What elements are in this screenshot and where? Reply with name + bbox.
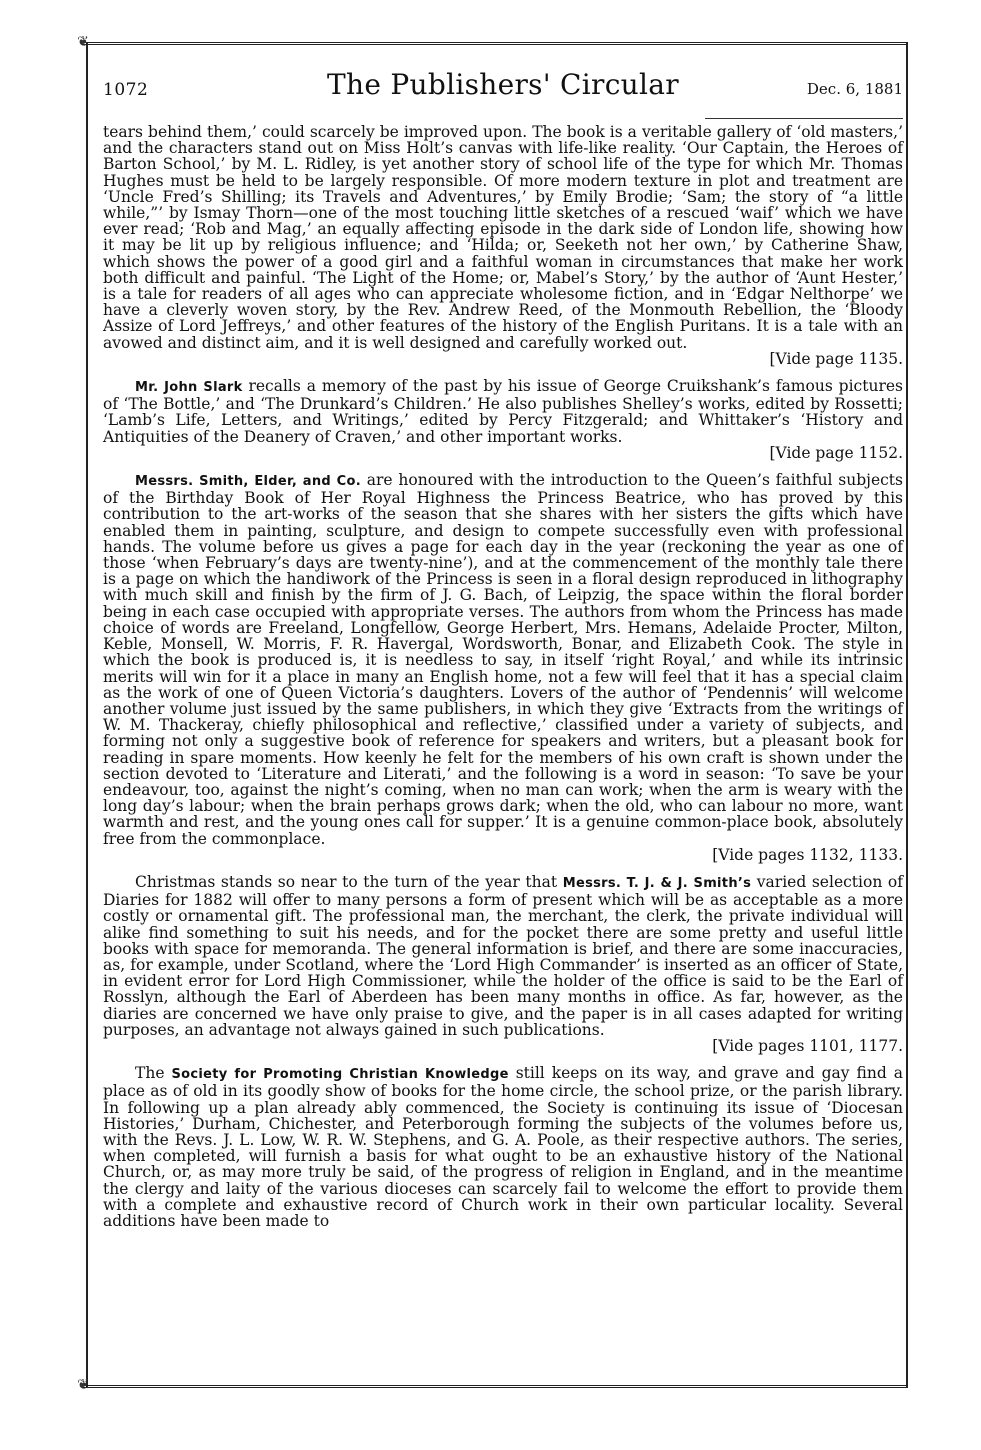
paragraph-text (103, 1065, 903, 1229)
journal-title: The Publishers' Circular (327, 68, 679, 101)
paragraph-text (103, 874, 903, 1038)
paragraph-slark (103, 378, 903, 461)
page-header (103, 68, 903, 108)
paragraph-body: recalls a memory of the past by his issue of George Cruikshank’s famous pictures of ‘The Bottle,’ and ‘The Drunkard’s Children.’ He also publishes Shelley’s works, edited by Rossetti; ‘Lamb’s Life, Letters, and Writings,’ edited by Percy Fitzgerald; and Whittaker’s ‘History and Antiquities of the Deanery of Craven,’ and other important works. (103, 377, 903, 446)
paragraph-tj-smith (103, 874, 903, 1054)
publisher-name: Society for Promoting Christian Knowledge (171, 1067, 509, 1083)
header-rule (705, 118, 903, 119)
paragraph-text: tears behind them,’ could scarcely be improved upon. The book is a veritable gallery of ‘old masters,’ and the characters stand out on Miss Holt’s canvas with life-like reality. ‘Our Captain, the Heroes of Barton School,’ by M. L. Ridley, is yet another story of school life of the type for which Mr. Thomas Hughes must be held to be largely responsible. Of more modern texture in plot and treatment are ‘Uncle Fred’s Shilling; its Travels and Adventures,’ by Emily Brodie; ‘Sam; the story of “a little while,”’ by Ismay Thorn—one of the most touching little sketches of a rescued ‘waif’ which we have ever read; ‘Rob and Mag,’ an equally affecting episode in the dark side of London life, showing how it may be lit up by religious influence; and ‘Hilda; or, Seeketh not her own,’ by Catherine Shaw, which shows the power of a good girl and a faithful woman in circumstances that make her work both difficult and painful. ‘The Light of the Home; or, Mabel’s Story,’ by the author of ‘Aunt Hester,’ is a tale for readers of all ages who can appreciate wholesome fiction, and in ‘Edgar Nelthorpe’ we have a cleverly woven story, by the Rev. Andrew Reed, of the Monmouth Rebellion, the ‘Bloody Assize of Lord Jeffreys,’ and other features of the history of the English Puritans. It is a tale with an avowed and distinct aim, and it is well designed and carefully worked out. (103, 123, 903, 352)
paragraph-body: varied selection of Diaries for 1882 will offer to many persons a form of present which will be as acceptable as a more costly or ornamental gift. The professional man, the merchant, the clerk, the private individual will alike find something to suit his needs, and for the pocket there are some pretty and useful little books with space for memoranda. The general information is brief, and there are some inaccuracies, as, for example, under Scotland, where the ‘Lord High Commander’ is inserted as an officer of State, in evident error for Lord High Commissioner, while the holder of the office is said to be the Earl of Rosslyn, although the Earl of Aberdeen has been many months in office. As far, however, as the diaries are concerned we have only praise to give, and the paper is in all cases adapted for writing purposes, an advantage not always gained in such publications. (103, 872, 903, 1039)
paragraph-text (103, 378, 903, 445)
vide-reference: [Vide page 1135. (769, 349, 903, 368)
paragraph-body: are honoured with the introduction to the Queen’s faithful subjects of the Birthday Book of Her Royal Highness the Princess Beatrice, who has proved by this contribution to the art-works of the season that she shares with her sisters the gifts which have enabled them in painting, sculpture, and design to compete successfully even with professional hands. The volume before us gives a page for each day in the year (reckoning the year as one of those ‘when February’s days are twenty-nine’), and at the commencement of the monthly tale there is a page on which the handiwork of the Princess is seen in a floral design reproduced in lithography with much skill and finish by the firm of J. G. Bach, of Leipzig, the space within the floral border being in each case occupied with appropriate verses. The authors from whom the Princess has made choice of words are Freeland, Longfellow, George Herbert, Mrs. Hemans, Adelaide Procter, Milton, Keble, Monsell, W. Morris, F. R. Havergal, Wordsworth, Bonar, and Elizabeth Cook. The style in which the book is produced is, it is needless to say, in itself ‘right Royal,’ and while its intrinsic merits will win for it a place in many an English home, not a few will feel that it has a special claim as the work of one of Queen Victoria’s daughters. Lovers of the author of ‘Pendennis’ will welcome another volume just issued by the same publishers, in which they give ‘Extracts from the writings of W. M. Thackeray, chiefly philosophical and reflective,’ classified under a variety of subjects, and forming not only a suggestive book of reference for speakers and writers, but a pleasant book for reading in spare moments. How keenly he felt for the members of his own craft is shown under the section devoted to ‘Literature and Literati,’ and the following is a word in season: ‘To save be your endeavour, too, against the night’s coming, when no man can work; when the arm is weary with the long day’s labour; when the brain perhaps grows dark; when the old, who can labour no more, want warmth and rest, and the young ones call for supper.’ It is a genuine common-place book, absolutely free from the commonplace. (103, 471, 903, 848)
vide-reference: [Vide pages 1132, 1133. (712, 845, 903, 864)
publisher-name: Messrs. T. J. & J. Smith’s (562, 875, 752, 891)
issue-date: Dec. 6, 1881 (806, 80, 903, 98)
paragraph-intro: Christmas stands so near to the turn of the year that (135, 872, 558, 891)
paragraph-smith-elder (103, 472, 903, 863)
bottom-border-rule (82, 1385, 908, 1388)
vide-reference: [Vide page 1152. (769, 443, 903, 462)
vide-reference: [Vide pages 1101, 1177. (712, 1036, 903, 1055)
paragraph-spck (103, 1065, 903, 1229)
ornament-icon: ❦ (77, 1377, 89, 1393)
paragraph-text (103, 472, 903, 847)
publisher-name: Mr. John Slark (135, 380, 243, 396)
paragraph-intro: The (135, 1064, 165, 1083)
publisher-name: Messrs. Smith, Elder, and Co. (135, 474, 361, 490)
article-body (103, 124, 903, 1240)
page-number: 1072 (103, 80, 149, 100)
paragraph-holt-ridley (103, 124, 903, 367)
paragraph-body: still keeps on its way, and grave and gay find a place as of old in its goodly show of books for the home circle, the school prize, or the parish library. In following up a plan already ably commenced, the Society is continuing its issue of ‘Diocesan Histories,’ Durham, Chichester, and Peterborough forming the subjects of the volumes before us, with the Revs. J. L. Low, W. R. W. Stephens, and G. A. Poole, as their respective authors. The series, when completed, will furnish a basis for what ought to be an exhaustive history of the National Church, or, as may more truly be said, of the progress of religion in England, and in the meantime the clergy and laity of the various dioceses can scarcely fail to welcome the effort to provide them with a complete and exhaustive record of Church work in their own particular locality. Several additions have been made to (103, 1064, 903, 1230)
ornament-icon: ❦ (77, 34, 89, 50)
